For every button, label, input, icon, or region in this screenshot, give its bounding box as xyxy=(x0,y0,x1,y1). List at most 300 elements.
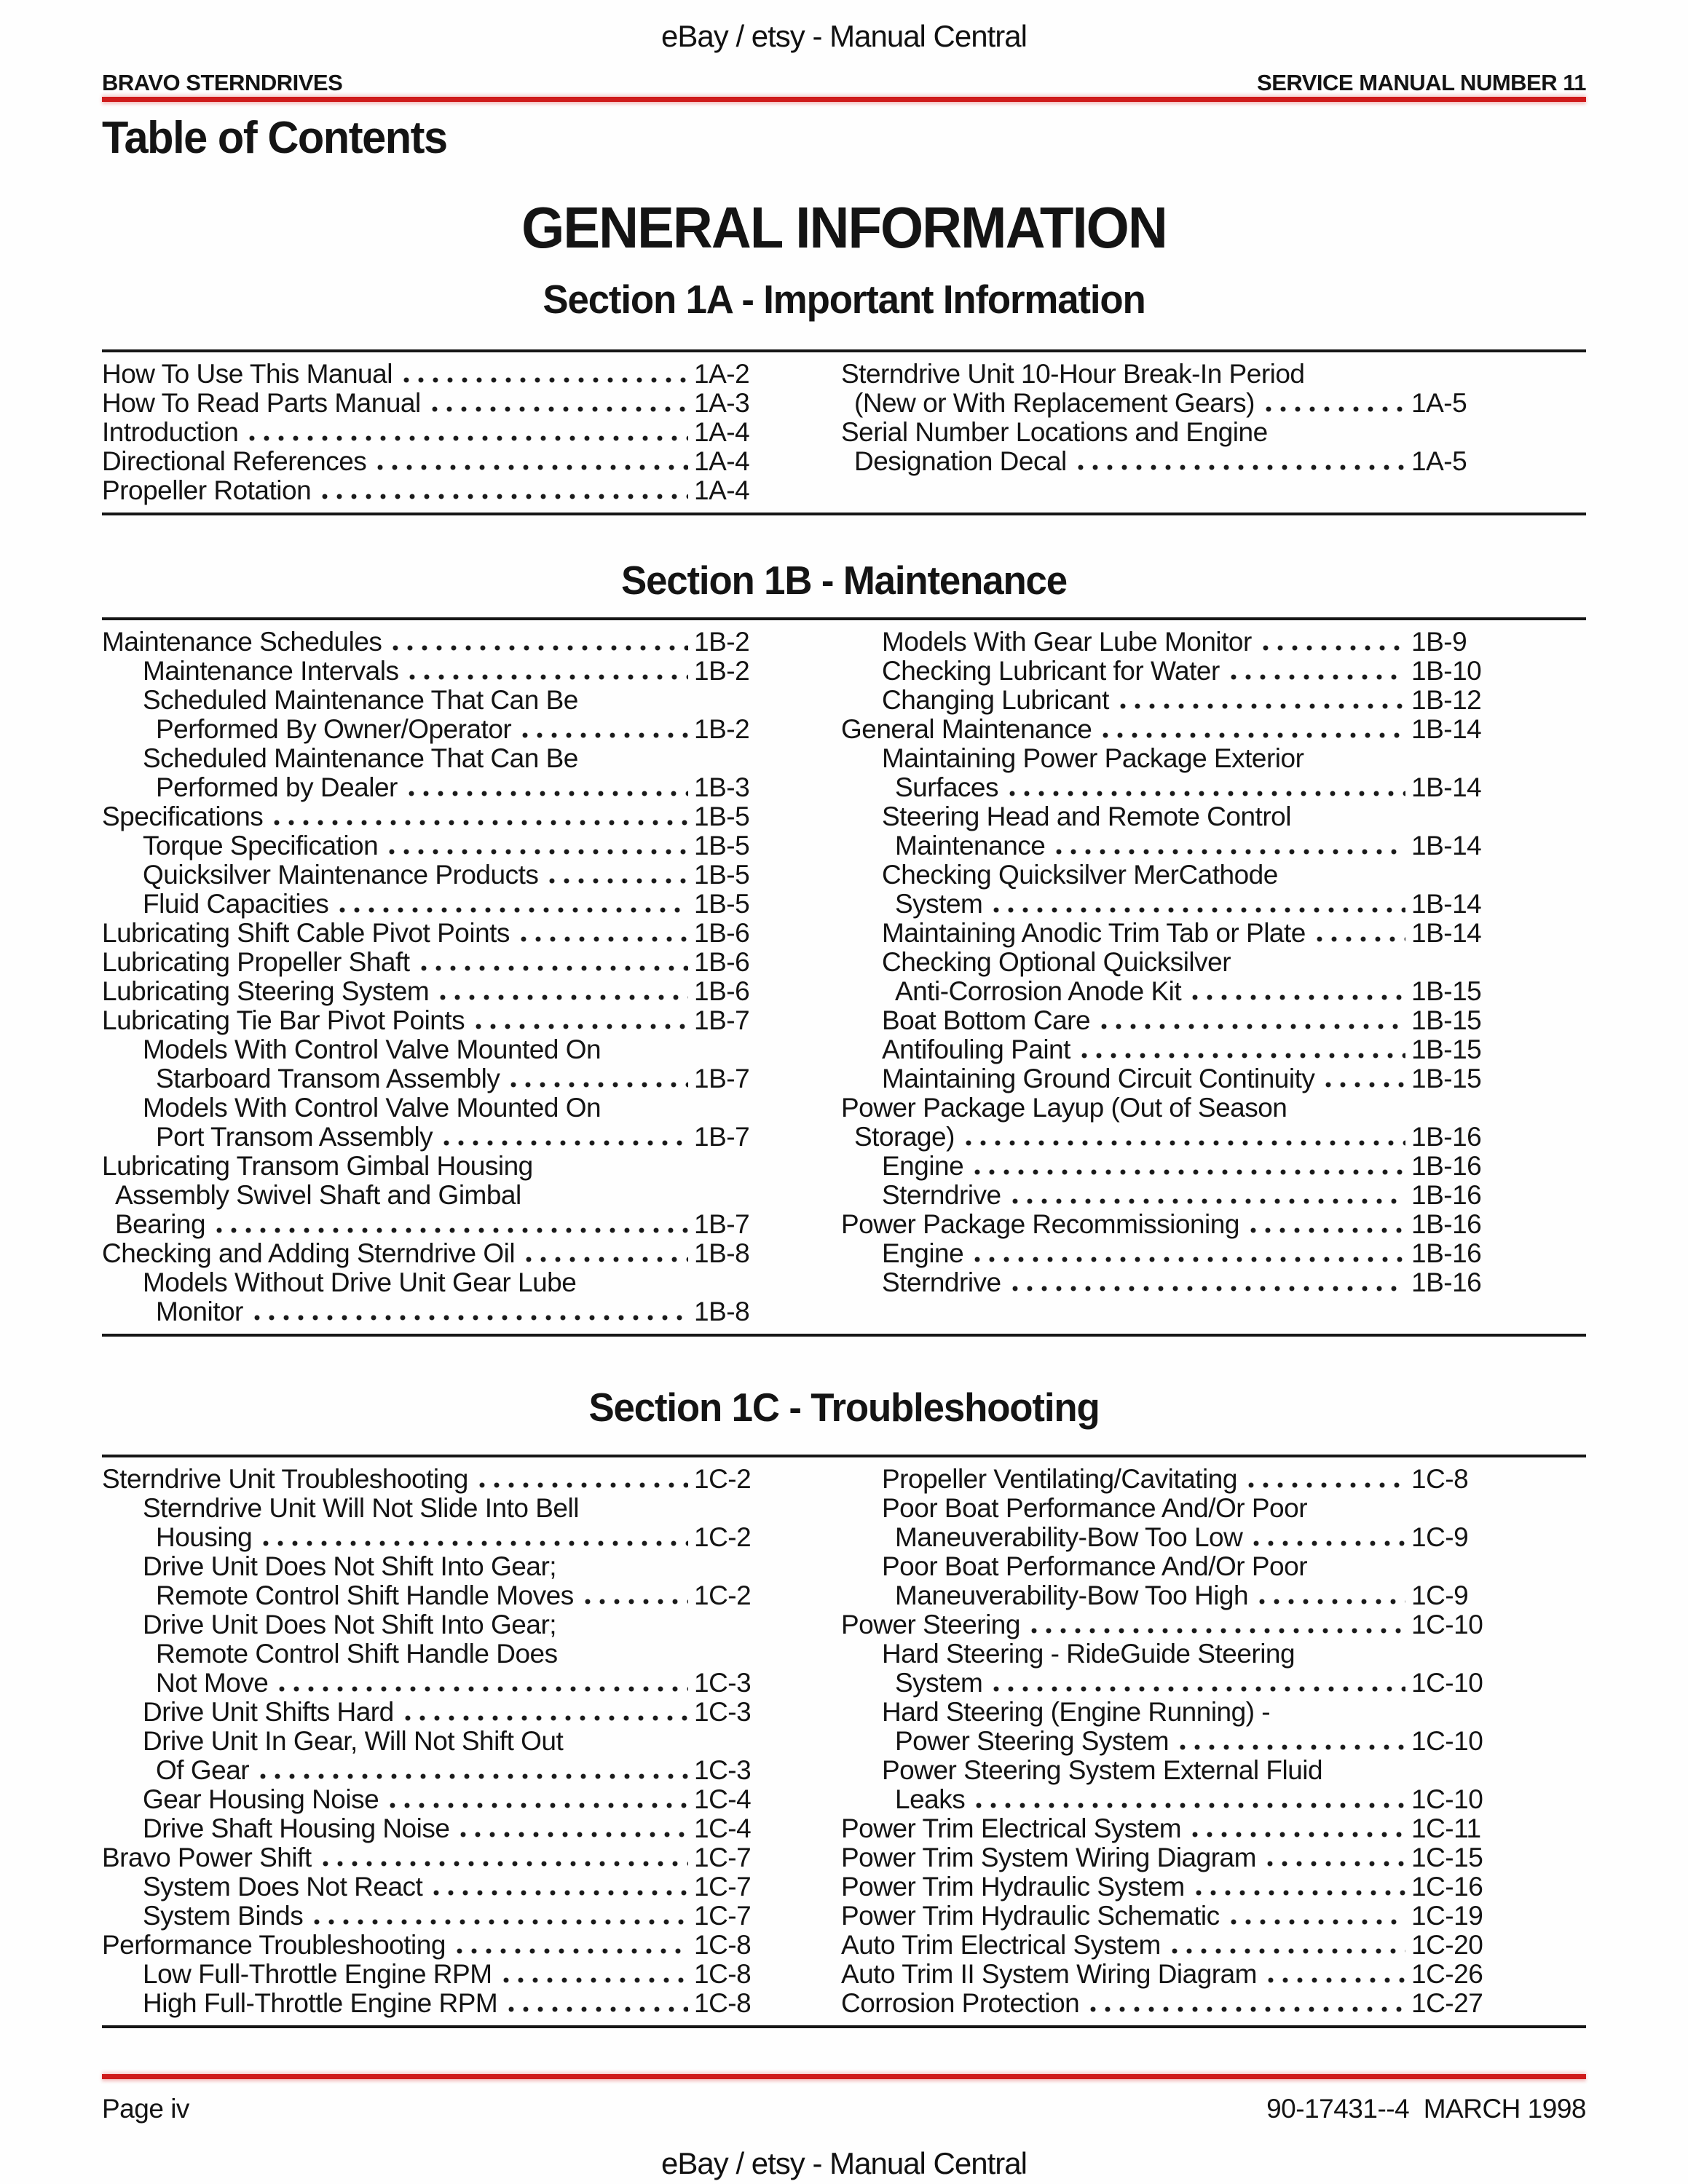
toc-page-number: 1B-16 xyxy=(1411,1122,1482,1152)
toc-item-text: Bearing xyxy=(115,1209,206,1239)
dot-leader xyxy=(212,1227,688,1234)
toc-item-text: System xyxy=(895,889,983,919)
toc-item-text: Remote Control Shift Handle Does xyxy=(156,1639,558,1669)
toc-item xyxy=(841,1152,1493,1181)
toc-item-text: Anti-Corrosion Anode Kit xyxy=(895,976,1182,1006)
toc-item-text: Drive Unit Does Not Shift Into Gear; xyxy=(143,1551,557,1581)
toc-line xyxy=(841,744,1493,773)
dot-leader xyxy=(970,1168,1405,1176)
toc-item-text: Power Steering System xyxy=(895,1726,1170,1756)
dot-leader xyxy=(1188,994,1405,1001)
toc-item xyxy=(102,1698,776,1727)
toc-page-number: 1A-2 xyxy=(694,359,750,389)
toc-line xyxy=(841,1581,1493,1610)
toc-line xyxy=(841,628,1493,657)
toc-item-text: Sterndrive xyxy=(882,1267,1001,1297)
toc-item xyxy=(102,1902,776,1931)
toc-table xyxy=(102,349,1586,515)
dot-leader xyxy=(399,376,688,384)
toc-page-number: 1C-7 xyxy=(694,1872,752,1902)
toc-item xyxy=(841,1035,1493,1064)
toc-line xyxy=(841,715,1493,744)
dot-leader xyxy=(506,1081,688,1088)
toc-item xyxy=(102,948,776,977)
toc-item xyxy=(102,831,776,860)
toc-page-number: 1C-8 xyxy=(694,1988,752,2018)
toc-line xyxy=(102,1523,776,1552)
toc-item-text: Power Trim Electrical System xyxy=(841,1813,1182,1843)
toc-page-number: 1C-11 xyxy=(1411,1813,1481,1843)
toc-item xyxy=(102,1727,776,1785)
toc-item-text: Serial Number Locations and Engine xyxy=(841,417,1268,447)
toc-page-number: 1B-5 xyxy=(694,889,750,919)
toc-table xyxy=(102,1455,1586,2028)
toc-page-number: 1C-8 xyxy=(694,1930,752,1960)
toc-item xyxy=(102,802,776,831)
toc-item xyxy=(841,360,1493,418)
toc-page-number: 1C-2 xyxy=(694,1580,752,1610)
watermark-bottom: eBay / etsy - Manual Central xyxy=(661,2146,1027,2180)
masthead-right-text: SERVICE MANUAL NUMBER 11 xyxy=(1257,70,1586,95)
dot-leader xyxy=(401,1714,688,1722)
dot-leader xyxy=(1263,1860,1405,1867)
toc-item-text: Checking and Adding Sterndrive Oil xyxy=(102,1238,516,1268)
toc-page-number: 1B-6 xyxy=(694,947,750,977)
dot-leader xyxy=(456,1831,688,1838)
toc-line xyxy=(102,686,776,715)
toc-page-number: 1A-5 xyxy=(1411,388,1467,418)
dot-leader xyxy=(1098,732,1405,739)
toc-item-text: Remote Control Shift Handle Moves xyxy=(156,1580,574,1610)
toc-page-number: 1C-10 xyxy=(1411,1726,1483,1756)
dot-leader xyxy=(373,464,688,471)
dot-leader xyxy=(452,1947,688,1955)
red-rule-bottom xyxy=(102,2074,1586,2079)
toc-line xyxy=(841,1989,1493,2018)
toc-item xyxy=(102,1035,776,1093)
footer xyxy=(102,2094,1586,2124)
toc-item xyxy=(102,447,776,476)
dot-leader xyxy=(256,1773,688,1780)
toc-page-number: 1C-27 xyxy=(1411,1988,1483,2018)
dot-leader xyxy=(405,673,688,681)
toc-line xyxy=(102,802,776,831)
toc-page-number: 1C-4 xyxy=(694,1784,752,1814)
toc-line xyxy=(102,1960,776,1989)
toc-line xyxy=(841,1610,1493,1639)
toc-item xyxy=(841,1093,1493,1152)
toc-line xyxy=(102,1494,776,1523)
toc-page-number: 1B-9 xyxy=(1411,627,1467,657)
toc-page-number: 1B-16 xyxy=(1411,1209,1482,1239)
toc-item xyxy=(102,1989,776,2018)
toc-item xyxy=(102,1494,776,1552)
toc-page-number: 1C-7 xyxy=(694,1843,752,1872)
dot-leader xyxy=(429,1889,688,1896)
toc-item-text: Maintenance Intervals xyxy=(143,656,399,686)
dot-leader xyxy=(961,1139,1405,1147)
toc-line xyxy=(102,657,776,686)
dot-leader xyxy=(516,935,688,943)
dot-leader xyxy=(1258,644,1405,652)
toc-item-text: Power Trim Hydraulic System xyxy=(841,1872,1185,1902)
toc-page-number: 1C-3 xyxy=(694,1668,752,1698)
toc-line xyxy=(841,389,1493,418)
page-title: Table of Contents xyxy=(102,113,447,163)
toc-item xyxy=(102,919,776,948)
toc-item-text: Monitor xyxy=(156,1297,243,1326)
toc-line xyxy=(102,389,776,418)
dot-leader xyxy=(580,1598,688,1605)
toc-item-text: Maintaining Power Package Exterior xyxy=(882,743,1304,773)
toc-line xyxy=(102,1931,776,1960)
dot-leader xyxy=(518,732,688,739)
toc-line xyxy=(102,1035,776,1064)
toc-item-text: How To Use This Manual xyxy=(102,359,393,389)
toc-page-number: 1C-7 xyxy=(694,1901,752,1931)
toc-line xyxy=(102,744,776,773)
toc-page-number: 1B-16 xyxy=(1411,1238,1482,1268)
toc-page-number: 1C-19 xyxy=(1411,1901,1483,1931)
toc-item-text: Lubricating Propeller Shaft xyxy=(102,947,410,977)
toc-item-text: Port Transom Assembly xyxy=(156,1122,433,1152)
dot-leader xyxy=(384,848,688,855)
toc-item xyxy=(841,418,1493,476)
toc-item-text: Lubricating Shift Cable Pivot Points xyxy=(102,918,510,948)
toc-line xyxy=(841,1698,1493,1727)
toc-line xyxy=(841,1785,1493,1814)
toc-page-number: 1B-14 xyxy=(1411,831,1482,860)
toc-column-left xyxy=(102,360,776,505)
toc-item xyxy=(841,1610,1493,1639)
toc-item xyxy=(102,1960,776,1989)
toc-line xyxy=(841,447,1493,476)
dot-leader xyxy=(1097,1023,1405,1030)
toc-line xyxy=(841,1494,1493,1523)
toc-item xyxy=(841,948,1493,1006)
toc-page-number: 1B-10 xyxy=(1411,656,1482,686)
toc-page-number: 1B-14 xyxy=(1411,889,1482,919)
dot-leader xyxy=(385,1802,688,1809)
toc-line xyxy=(841,1902,1493,1931)
toc-line xyxy=(102,1152,776,1181)
toc-item-text: Lubricating Tie Bar Pivot Points xyxy=(102,1005,465,1035)
toc-line xyxy=(841,657,1493,686)
toc-page-number: 1B-5 xyxy=(694,860,750,890)
dot-leader xyxy=(1008,1285,1405,1292)
dot-leader xyxy=(971,1802,1405,1809)
toc-item-text: Power Package Layup (Out of Season xyxy=(841,1093,1287,1123)
toc-item-text: Changing Lubricant xyxy=(882,685,1109,715)
toc-section-1b xyxy=(102,559,1586,1337)
toc-item-text: Engine xyxy=(882,1151,964,1181)
toc-item xyxy=(841,1181,1493,1210)
toc-item-text: Specifications xyxy=(102,802,264,831)
toc-item xyxy=(841,802,1493,860)
toc-item-text: Quicksilver Maintenance Products xyxy=(143,860,539,890)
toc-page-number: 1B-14 xyxy=(1411,918,1482,948)
toc-column-right xyxy=(841,360,1493,476)
toc-page-number: 1C-4 xyxy=(694,1813,752,1843)
toc-page-number: 1B-16 xyxy=(1411,1267,1482,1297)
toc-line xyxy=(841,1268,1493,1297)
watermark-top: eBay / etsy - Manual Central xyxy=(661,19,1027,53)
toc-item-text: Introduction xyxy=(102,417,239,447)
toc-item xyxy=(841,1698,1493,1756)
toc-item xyxy=(841,860,1493,919)
toc-page-number: 1B-14 xyxy=(1411,714,1482,744)
dot-leader xyxy=(1077,1052,1405,1059)
toc-item xyxy=(102,1610,776,1698)
toc-item-text: Poor Boat Performance And/Or Poor xyxy=(882,1551,1308,1581)
toc-page-number: 1C-10 xyxy=(1411,1784,1483,1814)
toc-item xyxy=(841,1872,1493,1902)
toc-column-right xyxy=(841,1465,1493,2018)
dot-leader xyxy=(250,1314,688,1321)
toc-page-number: 1B-2 xyxy=(694,656,750,686)
toc-line xyxy=(102,948,776,977)
dot-leader xyxy=(475,1481,688,1489)
toc-line xyxy=(102,1297,776,1326)
toc-item-text: Auto Trim II System Wiring Diagram xyxy=(841,1959,1258,1989)
toc-item-text: Sterndrive Unit Troubleshooting xyxy=(102,1464,468,1494)
toc-page-number: 1B-15 xyxy=(1411,1034,1482,1064)
toc-item xyxy=(102,389,776,418)
dot-leader xyxy=(1226,673,1405,681)
toc-item-text: Maneuverability-Bow Too High xyxy=(895,1580,1249,1610)
toc-item-text: Drive Shaft Housing Noise xyxy=(143,1813,450,1843)
toc-item-text: Not Move xyxy=(156,1668,269,1698)
toc-item-text: Checking Optional Quicksilver xyxy=(882,947,1231,977)
toc-line xyxy=(841,1872,1493,1902)
toc-item-text: Sterndrive xyxy=(882,1180,1001,1210)
toc-item xyxy=(102,1843,776,1872)
toc-item xyxy=(841,1843,1493,1872)
toc-line xyxy=(102,1210,776,1239)
toc-line xyxy=(841,1064,1493,1093)
dot-leader xyxy=(504,2006,688,2013)
toc-page-number: 1C-3 xyxy=(694,1697,752,1727)
toc-item xyxy=(841,1989,1493,2018)
toc-item xyxy=(841,1756,1493,1814)
toc-item-text: Propeller Ventilating/Cavitating xyxy=(882,1464,1237,1494)
toc-item xyxy=(102,1465,776,1494)
toc-line xyxy=(841,1123,1493,1152)
toc-line xyxy=(841,1210,1493,1239)
toc-line xyxy=(841,919,1493,948)
toc-section-1a xyxy=(102,278,1586,515)
dot-leader xyxy=(404,790,688,797)
toc-item xyxy=(841,1639,1493,1698)
toc-item xyxy=(102,476,776,505)
toc-item-text: Drive Unit Shifts Hard xyxy=(143,1697,394,1727)
toc-line xyxy=(102,1727,776,1756)
toc-page-number: 1B-7 xyxy=(694,1122,750,1152)
toc-line xyxy=(102,1698,776,1727)
toc-line xyxy=(102,1123,776,1152)
dot-leader xyxy=(970,1256,1405,1263)
toc-item xyxy=(841,1814,1493,1843)
toc-item-text: Gear Housing Noise xyxy=(143,1784,379,1814)
toc-page-number: 1B-15 xyxy=(1411,1064,1482,1093)
toc-line xyxy=(841,1552,1493,1581)
toc-item xyxy=(102,1152,776,1239)
toc-item-text: Starboard Transom Assembly xyxy=(156,1064,500,1093)
dot-leader xyxy=(427,405,688,413)
toc-column-left xyxy=(102,1465,776,2018)
toc-item-text: Power Package Recommissioning xyxy=(841,1209,1239,1239)
toc-item-text: General Maintenance xyxy=(841,714,1092,744)
toc-item-text: Maneuverability-Bow Too Low xyxy=(895,1522,1243,1552)
toc-line xyxy=(841,1727,1493,1756)
toc-line xyxy=(102,1610,776,1639)
dot-leader xyxy=(471,1023,688,1030)
dot-leader xyxy=(1175,1744,1405,1751)
toc-item-text: Surfaces xyxy=(895,772,999,802)
dot-leader xyxy=(1312,935,1405,943)
toc-item-text: Propeller Rotation xyxy=(102,475,312,505)
toc-line xyxy=(841,802,1493,831)
toc-line xyxy=(841,1639,1493,1669)
toc-line xyxy=(841,418,1493,447)
toc-line xyxy=(841,948,1493,977)
toc-item-text: Assembly Swivel Shaft and Gimbal xyxy=(115,1180,521,1210)
toc-item-text: Of Gear xyxy=(156,1755,250,1785)
dot-leader xyxy=(435,994,688,1001)
toc-page-number: 1A-4 xyxy=(694,446,750,476)
toc-item-text: How To Read Parts Manual xyxy=(102,388,421,418)
toc-item-text: Maintaining Ground Circuit Continuity xyxy=(882,1064,1315,1093)
toc-line xyxy=(841,1181,1493,1210)
toc-item-text: Designation Decal xyxy=(854,446,1067,476)
toc-line xyxy=(841,1523,1493,1552)
toc-line xyxy=(102,447,776,476)
toc-line xyxy=(102,1989,776,2018)
dot-leader xyxy=(1086,2006,1405,2013)
toc-item xyxy=(841,744,1493,802)
toc-item-text: Checking Quicksilver MerCathode xyxy=(882,860,1278,890)
toc-item xyxy=(102,1268,776,1326)
toc-line xyxy=(841,1035,1493,1064)
dot-leader xyxy=(1246,1227,1405,1234)
red-rule-top xyxy=(102,97,1586,102)
toc-item-text: Models With Control Valve Mounted On xyxy=(143,1034,602,1064)
toc-page-number: 1C-20 xyxy=(1411,1930,1483,1960)
toc-item xyxy=(841,715,1493,744)
masthead xyxy=(102,70,1586,96)
dot-leader xyxy=(1188,1831,1405,1838)
toc-page-number: 1C-3 xyxy=(694,1755,752,1785)
toc-line xyxy=(102,1181,776,1210)
toc-page-number: 1B-15 xyxy=(1411,1005,1482,1035)
toc-item-text: Corrosion Protection xyxy=(841,1988,1080,2018)
toc-line xyxy=(841,1239,1493,1268)
toc-item-text: Scheduled Maintenance That Can Be xyxy=(143,743,578,773)
toc-item xyxy=(102,1093,776,1152)
dot-leader xyxy=(388,644,688,652)
toc-item xyxy=(841,1210,1493,1239)
toc-item-text: Torque Specification xyxy=(143,831,379,860)
toc-page-number: 1C-16 xyxy=(1411,1872,1483,1902)
toc-item-text: Low Full-Throttle Engine RPM xyxy=(143,1959,492,1989)
toc-item-text: Performed By Owner/Operator xyxy=(156,714,512,744)
toc-line xyxy=(841,860,1493,890)
toc-item-text: Bravo Power Shift xyxy=(102,1843,312,1872)
toc-sections xyxy=(102,278,1586,2028)
dot-leader xyxy=(1167,1947,1405,1955)
section-title: Section 1B - Maintenance xyxy=(621,558,1067,603)
toc-page-number: 1A-3 xyxy=(694,388,750,418)
toc-page-number: 1C-2 xyxy=(694,1522,752,1552)
toc-page-number: 1B-12 xyxy=(1411,685,1482,715)
toc-line xyxy=(841,1669,1493,1698)
toc-line xyxy=(102,1785,776,1814)
toc-line xyxy=(841,1152,1493,1181)
toc-item xyxy=(102,860,776,890)
toc-line xyxy=(102,1814,776,1843)
toc-line xyxy=(102,1756,776,1785)
toc-page-number: 1C-10 xyxy=(1411,1668,1483,1698)
toc-line xyxy=(841,1006,1493,1035)
toc-line xyxy=(841,831,1493,860)
dot-leader xyxy=(1008,1198,1405,1205)
toc-item-text: Performed by Dealer xyxy=(156,772,398,802)
toc-page-number: 1C-9 xyxy=(1411,1522,1469,1552)
toc-page-number: 1B-5 xyxy=(694,802,750,831)
toc-page-number: 1C-15 xyxy=(1411,1843,1483,1872)
toc-item-text: Housing xyxy=(156,1522,253,1552)
toc-line xyxy=(102,831,776,860)
toc-page-number: 1B-14 xyxy=(1411,772,1482,802)
toc-page-number: 1C-9 xyxy=(1411,1580,1469,1610)
toc-column-right xyxy=(841,628,1493,1297)
dot-leader xyxy=(1321,1081,1405,1088)
toc-section-1c xyxy=(102,1386,1586,2028)
toc-page-number: 1B-16 xyxy=(1411,1180,1482,1210)
toc-page-number: 1A-4 xyxy=(694,417,750,447)
dot-leader xyxy=(269,819,688,826)
dot-leader xyxy=(499,1977,688,1984)
toc-line xyxy=(102,890,776,919)
toc-item xyxy=(102,1931,776,1960)
toc-line xyxy=(102,1268,776,1297)
toc-item-text: Fluid Capacities xyxy=(143,889,329,919)
dot-leader xyxy=(1073,464,1405,471)
toc-page-number: 1C-8 xyxy=(694,1959,752,1989)
toc-item xyxy=(102,1785,776,1814)
toc-page-number: 1C-8 xyxy=(1411,1464,1469,1494)
toc-item xyxy=(841,1465,1493,1494)
toc-page-number: 1B-15 xyxy=(1411,976,1482,1006)
toc-item-text: Hard Steering - RideGuide Steering xyxy=(882,1639,1295,1669)
toc-item xyxy=(841,628,1493,657)
toc-item-text: System Binds xyxy=(143,1901,304,1931)
toc-page-number: 1B-8 xyxy=(694,1238,750,1268)
dot-leader xyxy=(259,1540,688,1547)
toc-item xyxy=(841,1960,1493,1989)
toc-item xyxy=(841,1931,1493,1960)
toc-line xyxy=(841,890,1493,919)
toc-item xyxy=(841,1268,1493,1297)
dot-leader xyxy=(1005,790,1405,797)
dot-leader xyxy=(275,1685,688,1693)
toc-item-text: Hard Steering (Engine Running) - xyxy=(882,1697,1271,1727)
toc-item-text: Maintenance Schedules xyxy=(102,627,382,657)
toc-item-text: Performance Troubleshooting xyxy=(102,1930,446,1960)
dot-leader xyxy=(989,906,1405,914)
toc-page-number: 1B-7 xyxy=(694,1005,750,1035)
toc-line xyxy=(102,1669,776,1698)
